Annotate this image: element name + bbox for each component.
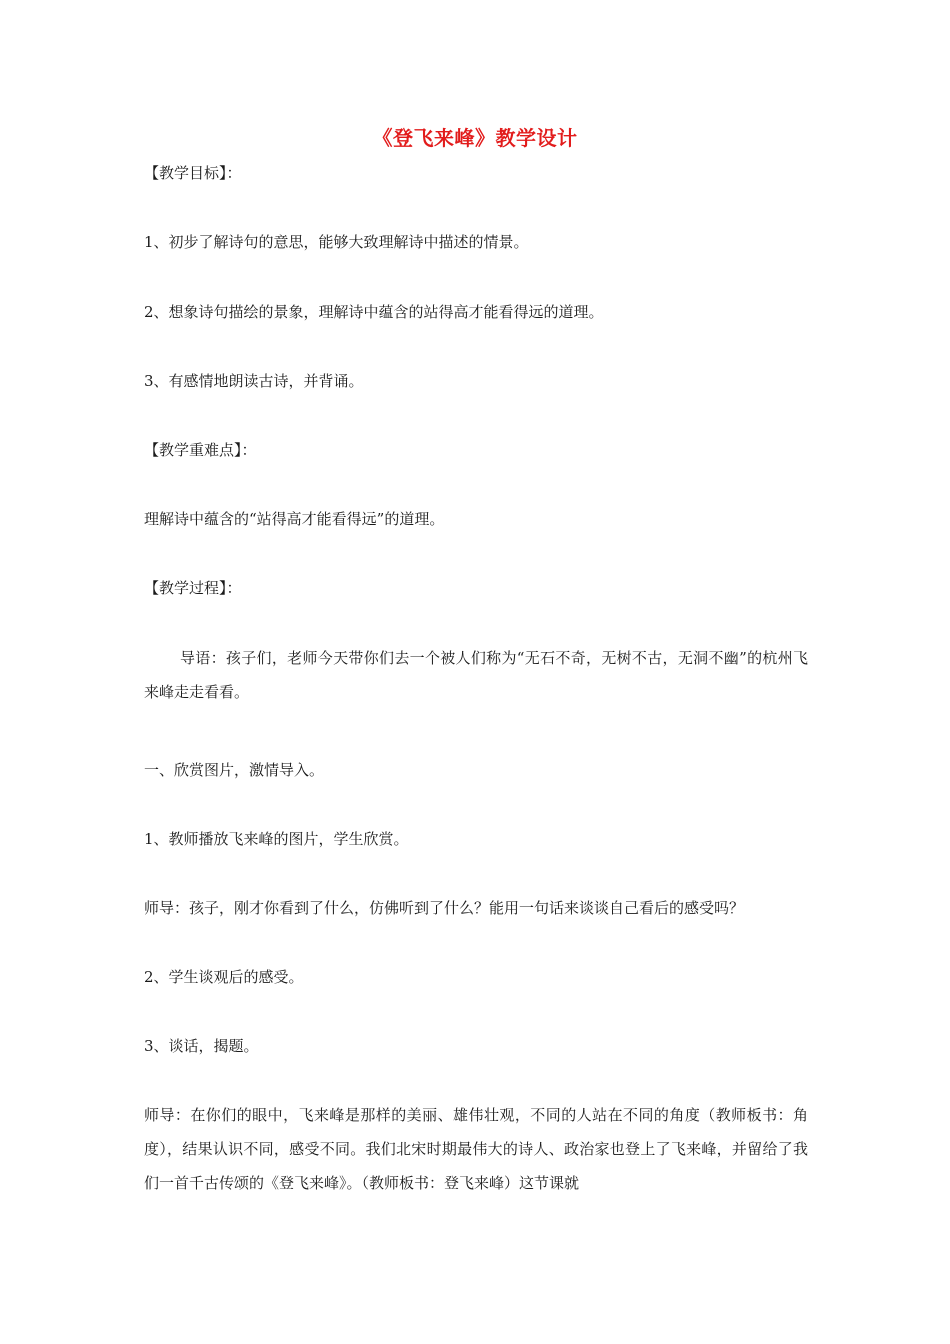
part1-heading: 一、欣赏图片，激情导入。 bbox=[144, 761, 325, 779]
document-title: 《登飞来峰》教学设计 bbox=[372, 126, 578, 150]
teacher-prompt-2: 师导：在你们的眼中，飞来峰是那样的美丽、雄伟壮观，不同的人站在不同的角度（教师板书：角度），结果认识不同，感受不同。我们北宋时期最伟大的诗人、政治家也登上了飞来峰，并留给了我们一首千古传颂的《登飞来峰》。（教师板书：登飞来峰）这节课就 bbox=[144, 1106, 808, 1192]
teacher-prompt-1: 师导：孩子，刚才你看到了什么，仿佛听到了什么？能用一句话来谈谈自己看后的感受吗？ bbox=[144, 899, 745, 917]
step-3: 3、谈话，揭题。 bbox=[144, 1037, 259, 1055]
objective-item-1: 1、初步了解诗句的意思，能够大致理解诗中描述的情景。 bbox=[144, 233, 529, 251]
step-2: 2、学生谈观后的感受。 bbox=[144, 968, 304, 986]
process-heading: 【教学过程】： bbox=[144, 579, 242, 597]
key-points-text: 理解诗中蕴含的“站得高才能看得远”的道理。 bbox=[144, 510, 445, 528]
objective-item-3: 3、有感情地朗读古诗，并背诵。 bbox=[144, 372, 364, 390]
objectives-heading: 【教学目标】： bbox=[144, 164, 242, 182]
key-points-heading: 【教学重难点】： bbox=[144, 441, 257, 459]
step-1: 1、教师播放飞来峰的图片，学生欣赏。 bbox=[144, 830, 409, 848]
intro-paragraph: 导语：孩子们，老师今天带你们去一个被人们称为“无石不奇，无树不古，无洞不幽”的杭州飞来峰走走看看。 bbox=[144, 649, 808, 701]
objective-item-2: 2、想象诗句描绘的景象，理解诗中蕴含的站得高才能看得远的道理。 bbox=[144, 303, 604, 321]
